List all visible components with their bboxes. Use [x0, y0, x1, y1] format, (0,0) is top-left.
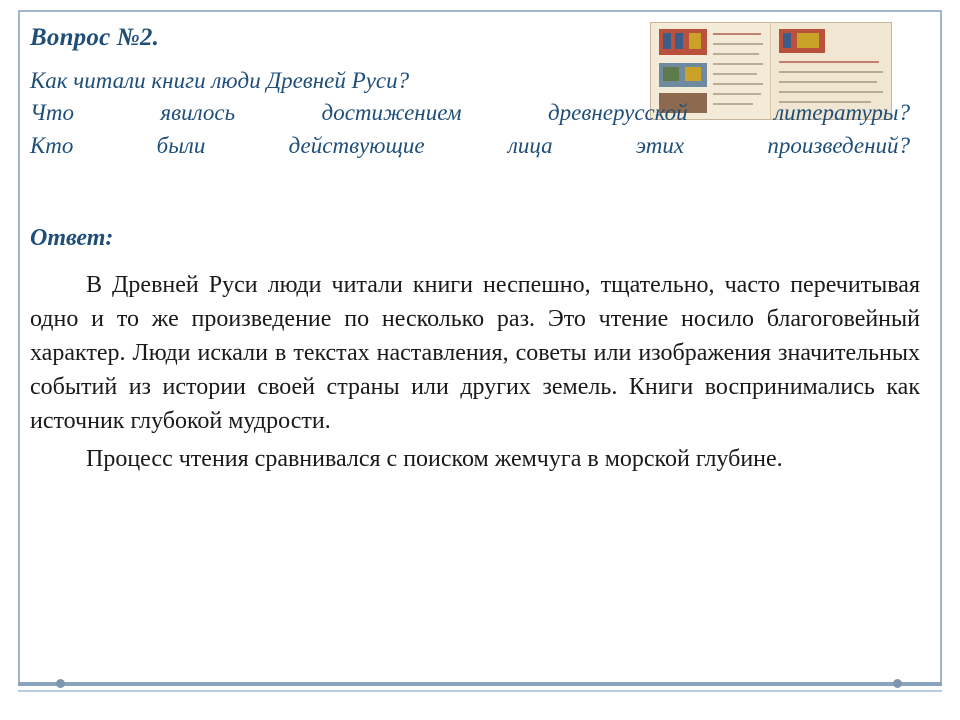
frame-border-bottom-accent: [18, 690, 942, 692]
frame-border-bottom: [18, 682, 942, 686]
frame-border-right: [940, 10, 942, 682]
answer-text-block: [30, 268, 920, 476]
answer-paragraph-2: Процесс чтения сравнивался с поиском жемчуга в морской глубине.: [86, 446, 783, 473]
question-line-1: Как читали книги люди Древней Руси?: [30, 68, 410, 93]
slide-content: [30, 24, 926, 477]
frame-border-left: [18, 10, 20, 682]
decorative-dot-left: [56, 679, 65, 688]
decorative-dot-right: [893, 679, 902, 688]
question-text-block: [30, 66, 910, 161]
answer-label: Ответ:: [30, 225, 114, 252]
question-line-2: Что явилось достижением древнерусской литературы?: [30, 100, 910, 126]
question-line-3: Кто были действующие лица этих произведений?: [30, 132, 910, 158]
frame-border-top: [18, 10, 942, 12]
question-title: Вопрос №2.: [30, 24, 160, 51]
answer-paragraph-1: В Древней Руси люди читали книги неспешно, тщательно, часто перечитывая одно и то же произведение по несколько раз. Это чтение носило благоговейный характер. Люди искали в текстах наставления, советы или изображения значительных событий из истории своей страны или других земель. Книги воспринимались как источник глубокой мудрости.: [30, 272, 920, 435]
